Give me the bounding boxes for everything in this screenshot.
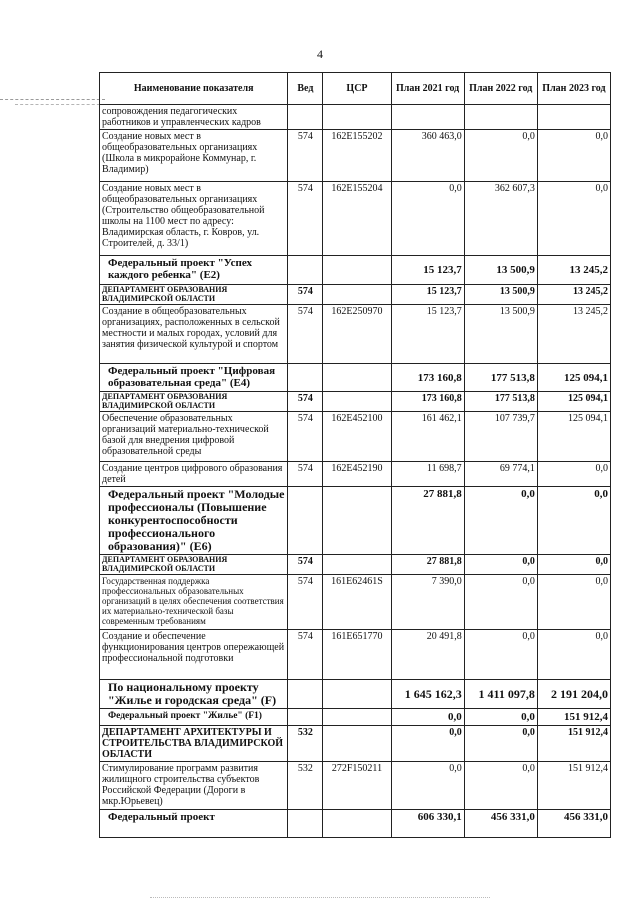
table-row bbox=[100, 182, 611, 256]
margin-rule-secondary bbox=[15, 104, 105, 105]
row-plan-2022: 0,0 bbox=[464, 709, 537, 726]
row-plan-2021: 360 463,0 bbox=[391, 130, 464, 182]
row-name: Федеральный проект "Молодые профессионалы (Повышение конкурентоспособности профессионального образования)" (E6) bbox=[100, 487, 288, 555]
row-plan-2023: 0,0 bbox=[537, 487, 610, 555]
row-plan-2021: 0,0 bbox=[391, 182, 464, 256]
header-plan-2021: План 2021 год bbox=[391, 73, 464, 105]
row-plan-2021: 15 123,7 bbox=[391, 285, 464, 305]
table-row bbox=[100, 462, 611, 487]
page-number: 4 bbox=[317, 47, 323, 61]
row-plan-2023: 2 191 204,0 bbox=[537, 680, 610, 709]
row-plan-2022: 69 774,1 bbox=[464, 462, 537, 487]
row-plan-2021: 27 881,8 bbox=[391, 487, 464, 555]
row-ved: 574 bbox=[288, 630, 323, 680]
row-plan-2023: 0,0 bbox=[537, 630, 610, 680]
row-plan-2023: 151 912,4 bbox=[537, 762, 610, 810]
header-plan-2023: План 2023 год bbox=[537, 73, 610, 105]
row-plan-2023: 13 245,2 bbox=[537, 305, 610, 364]
row-ved bbox=[288, 364, 323, 392]
row-ved bbox=[288, 487, 323, 555]
row-csr bbox=[323, 392, 391, 412]
page-bottom-rule bbox=[150, 897, 490, 898]
row-name: Государственная поддержка профессиональных образовательных организаций в целях обеспечения соответствия их материально-технической базы современным требованиям bbox=[100, 575, 288, 630]
row-ved: 532 bbox=[288, 726, 323, 762]
row-csr: 162E155202 bbox=[323, 130, 391, 182]
row-ved: 574 bbox=[288, 305, 323, 364]
row-plan-2023: 151 912,4 bbox=[537, 709, 610, 726]
row-name: Создание новых мест в общеобразовательных организациях (Школа в микрорайоне Коммунар, г. Владимир) bbox=[100, 130, 288, 182]
row-name: Стимулирование программ развития жилищного строительства субъектов Российской Федерации (Дороги в мкр.Юрьевец) bbox=[100, 762, 288, 810]
row-name: Создание новых мест в общеобразовательных организациях (Строительство общеобразовательной школы на 1100 мест по адресу: Владимирская область, г. Ковров, ул. Строителей, д. 33/1) bbox=[100, 182, 288, 256]
row-csr: 162E452100 bbox=[323, 412, 391, 462]
row-ved: 574 bbox=[288, 182, 323, 256]
table-row bbox=[100, 412, 611, 462]
row-name: Создание и обеспечение функционирования центров опережающей профессиональной подготовки bbox=[100, 630, 288, 680]
row-csr bbox=[323, 487, 391, 555]
row-name: сопровождения педагогических работников и управленческих кадров bbox=[100, 105, 288, 130]
row-ved: 574 bbox=[288, 575, 323, 630]
row-plan-2023: 125 094,1 bbox=[537, 392, 610, 412]
row-plan-2023: 0,0 bbox=[537, 555, 610, 575]
row-ved bbox=[288, 256, 323, 285]
header-csr: ЦСР bbox=[323, 73, 391, 105]
row-name: Создание в общеобразовательных организациях, расположенных в сельской местности и малых городах, условий для занятия физической культурой и спортом bbox=[100, 305, 288, 364]
row-name: Федеральный проект bbox=[100, 810, 288, 838]
row-name: Обеспечение образовательных организаций материально-технической базой для внедрения цифровой образовательной среды bbox=[100, 412, 288, 462]
row-name: ДЕПАРТАМЕНТ ОБРАЗОВАНИЯ ВЛАДИМИРСКОЙ ОБЛАСТИ bbox=[100, 285, 288, 305]
row-plan-2023: 125 094,1 bbox=[537, 412, 610, 462]
row-csr: 162E250970 bbox=[323, 305, 391, 364]
row-plan-2022: 0,0 bbox=[464, 575, 537, 630]
table-row bbox=[100, 305, 611, 364]
row-name: Федеральный проект "Жилье" (F1) bbox=[100, 709, 288, 726]
header-plan-2022: План 2022 год bbox=[464, 73, 537, 105]
row-plan-2022: 13 500,9 bbox=[464, 305, 537, 364]
row-plan-2023: 0,0 bbox=[537, 182, 610, 256]
row-plan-2021 bbox=[391, 105, 464, 130]
national-project-row bbox=[100, 680, 611, 709]
department-row bbox=[100, 726, 611, 762]
row-ved: 532 bbox=[288, 762, 323, 810]
row-csr bbox=[323, 709, 391, 726]
row-plan-2021: 173 160,8 bbox=[391, 364, 464, 392]
project-row bbox=[100, 487, 611, 555]
department-row bbox=[100, 555, 611, 575]
row-csr: 272F150211 bbox=[323, 762, 391, 810]
row-plan-2023: 456 331,0 bbox=[537, 810, 610, 838]
row-csr bbox=[323, 285, 391, 305]
table-row bbox=[100, 575, 611, 630]
row-plan-2021: 173 160,8 bbox=[391, 392, 464, 412]
row-plan-2022: 456 331,0 bbox=[464, 810, 537, 838]
row-plan-2023: 151 912,4 bbox=[537, 726, 610, 762]
row-csr: 162E452190 bbox=[323, 462, 391, 487]
row-csr: 161E62461S bbox=[323, 575, 391, 630]
row-plan-2023: 0,0 bbox=[537, 462, 610, 487]
header-ved: Вед bbox=[288, 73, 323, 105]
row-plan-2022: 0,0 bbox=[464, 555, 537, 575]
row-plan-2023: 13 245,2 bbox=[537, 285, 610, 305]
row-plan-2022: 0,0 bbox=[464, 630, 537, 680]
row-plan-2021: 0,0 bbox=[391, 709, 464, 726]
project-row bbox=[100, 364, 611, 392]
row-plan-2022: 107 739,7 bbox=[464, 412, 537, 462]
table-row bbox=[100, 130, 611, 182]
row-csr: 162E155204 bbox=[323, 182, 391, 256]
row-plan-2021: 606 330,1 bbox=[391, 810, 464, 838]
budget-table bbox=[99, 72, 611, 838]
row-csr bbox=[323, 256, 391, 285]
row-ved: 574 bbox=[288, 285, 323, 305]
row-csr bbox=[323, 680, 391, 709]
row-plan-2023: 0,0 bbox=[537, 130, 610, 182]
department-row bbox=[100, 392, 611, 412]
header-name: Наименование показателя bbox=[100, 73, 288, 105]
row-plan-2022: 0,0 bbox=[464, 762, 537, 810]
row-name: Федеральный проект "Успех каждого ребенка" (E2) bbox=[100, 256, 288, 285]
table-row bbox=[100, 630, 611, 680]
department-row bbox=[100, 285, 611, 305]
row-plan-2022 bbox=[464, 105, 537, 130]
row-plan-2023: 125 094,1 bbox=[537, 364, 610, 392]
row-plan-2022: 13 500,9 bbox=[464, 285, 537, 305]
row-plan-2021: 20 491,8 bbox=[391, 630, 464, 680]
row-name: ДЕПАРТАМЕНТ АРХИТЕКТУРЫ И СТРОИТЕЛЬСТВА ВЛАДИМИРСКОЙ ОБЛАСТИ bbox=[100, 726, 288, 762]
row-csr bbox=[323, 105, 391, 130]
row-ved: 574 bbox=[288, 555, 323, 575]
row-plan-2022: 1 411 097,8 bbox=[464, 680, 537, 709]
row-name: Федеральный проект "Цифровая образовательная среда" (E4) bbox=[100, 364, 288, 392]
row-ved bbox=[288, 680, 323, 709]
row-csr bbox=[323, 364, 391, 392]
row-plan-2022: 362 607,3 bbox=[464, 182, 537, 256]
row-ved: 574 bbox=[288, 412, 323, 462]
row-plan-2021: 15 123,7 bbox=[391, 256, 464, 285]
row-plan-2021: 11 698,7 bbox=[391, 462, 464, 487]
row-plan-2022: 13 500,9 bbox=[464, 256, 537, 285]
row-plan-2022: 177 513,8 bbox=[464, 364, 537, 392]
row-plan-2022: 0,0 bbox=[464, 487, 537, 555]
row-csr bbox=[323, 555, 391, 575]
row-plan-2021: 0,0 bbox=[391, 762, 464, 810]
row-ved: 574 bbox=[288, 392, 323, 412]
row-plan-2021: 161 462,1 bbox=[391, 412, 464, 462]
row-plan-2021: 7 390,0 bbox=[391, 575, 464, 630]
table-row bbox=[100, 105, 611, 130]
row-plan-2022: 0,0 bbox=[464, 130, 537, 182]
project-row bbox=[100, 256, 611, 285]
row-plan-2022: 177 513,8 bbox=[464, 392, 537, 412]
row-name: ДЕПАРТАМЕНТ ОБРАЗОВАНИЯ ВЛАДИМИРСКОЙ ОБЛАСТИ bbox=[100, 392, 288, 412]
row-plan-2021: 15 123,7 bbox=[391, 305, 464, 364]
row-plan-2021: 27 881,8 bbox=[391, 555, 464, 575]
row-name: По национальному проекту "Жилье и городская среда" (F) bbox=[100, 680, 288, 709]
row-plan-2023 bbox=[537, 105, 610, 130]
row-ved: 574 bbox=[288, 130, 323, 182]
table-row bbox=[100, 762, 611, 810]
project-row bbox=[100, 810, 611, 838]
row-plan-2023: 13 245,2 bbox=[537, 256, 610, 285]
project-row bbox=[100, 709, 611, 726]
row-name: ДЕПАРТАМЕНТ ОБРАЗОВАНИЯ ВЛАДИМИРСКОЙ ОБЛАСТИ bbox=[100, 555, 288, 575]
row-ved bbox=[288, 709, 323, 726]
row-plan-2023: 0,0 bbox=[537, 575, 610, 630]
row-plan-2021: 0,0 bbox=[391, 726, 464, 762]
table-header-row bbox=[100, 73, 611, 105]
row-ved bbox=[288, 105, 323, 130]
row-csr: 161E651770 bbox=[323, 630, 391, 680]
row-csr bbox=[323, 726, 391, 762]
row-ved bbox=[288, 810, 323, 838]
row-csr bbox=[323, 810, 391, 838]
row-ved: 574 bbox=[288, 462, 323, 487]
row-plan-2021: 1 645 162,3 bbox=[391, 680, 464, 709]
row-plan-2022: 0,0 bbox=[464, 726, 537, 762]
margin-rule bbox=[0, 99, 105, 100]
row-name: Создание центров цифрового образования детей bbox=[100, 462, 288, 487]
